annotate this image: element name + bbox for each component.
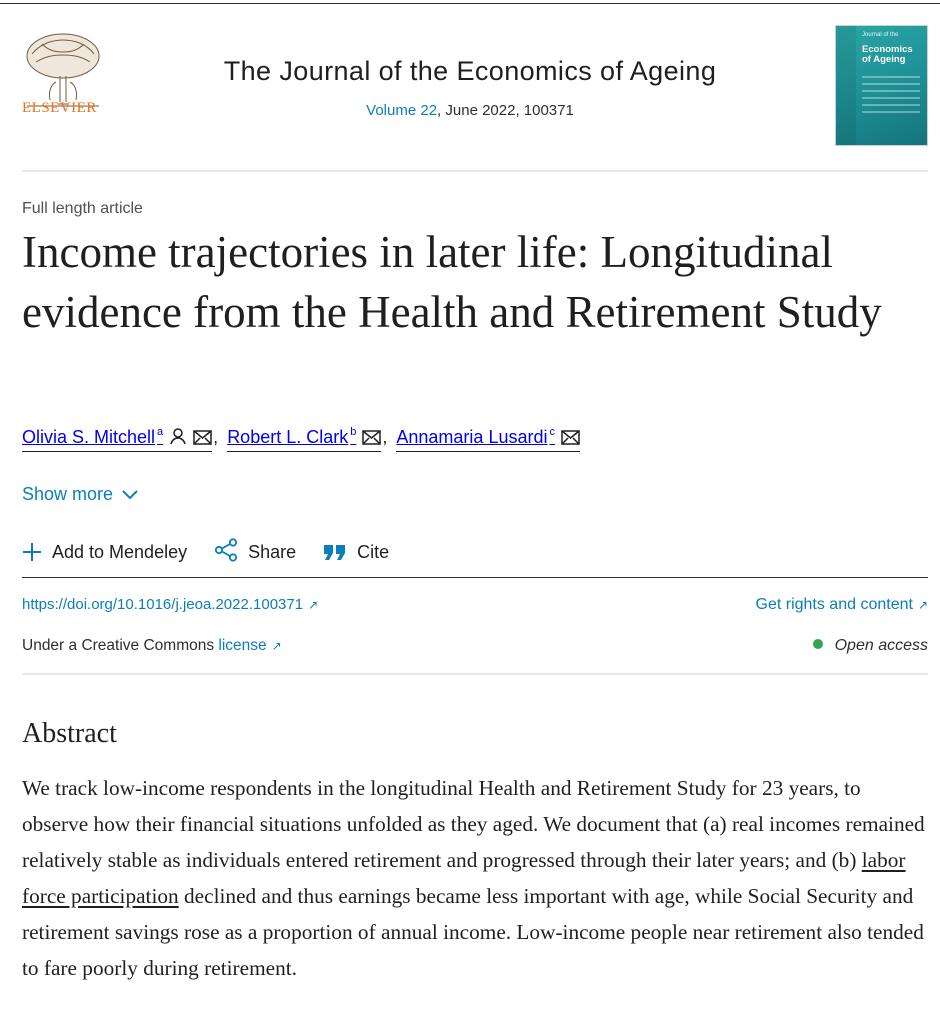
plus-icon [22,542,42,562]
article-title: Income trajectories in later life: Longitudinal evidence from the Health and Retirement Study [22,227,882,337]
show-more-button[interactable] [22,484,139,505]
person-icon [169,427,187,445]
volume-link[interactable]: Volume 22 [366,102,438,119]
topic-link-labor-force-participation[interactable]: labor force participation [22,848,906,908]
journal-cover-image[interactable] [836,26,927,145]
mendeley-label: Add to Mendeley [52,542,188,562]
mail-icon [193,430,212,445]
cover-spine [836,26,856,145]
quote-icon [323,542,347,562]
publisher-wordmark: ELSEVIER [22,100,97,116]
open-access-badge [813,637,928,655]
cover-title: Economics of Ageing [862,44,913,65]
author-link[interactable] [396,426,580,452]
article-actions-bar [22,538,411,563]
rights-text: Get rights and content [755,596,913,613]
get-rights-link[interactable] [756,596,929,613]
chevron-down-icon [121,489,139,501]
license-statement [22,637,282,655]
abstract-heading: Abstract [22,718,117,749]
open-access-dot-icon [813,639,823,649]
author-affiliation-mark: a [157,426,164,438]
top-border [0,3,940,4]
license-link-text: license [218,637,267,654]
author-affiliation-mark: b [350,426,357,438]
author-name: Robert L. Clark [227,427,349,447]
share-icon [214,538,238,562]
abstract-text-start: We track low-income respondents in the longitudinal Health and Retirement Study for 23 years, to observe how their financial situations unfolded as they aged. We document that (a) real incomes remained relatively stable as individuals entered retirement and progressed through their later years; and (b) [22,776,925,872]
journal-issue-info [150,102,790,119]
author-separator: , [382,427,388,447]
author-name: Olivia S. Mitchell [22,427,156,447]
show-more-label: Show more [22,484,114,504]
cite-label: Cite [357,542,390,562]
author-link[interactable] [227,426,381,452]
license-prefix: Under a Creative Commons [22,637,219,654]
actions-divider [22,577,928,578]
journal-title[interactable]: The Journal of the Economics of Ageing [223,56,717,86]
doi-text: https://doi.org/10.1016/j.jeoa.2022.100371 [22,596,304,613]
rights-row [756,596,929,614]
cover-small-text: Journal of the [862,32,899,38]
author-link[interactable] [22,426,212,452]
header-divider [22,170,928,172]
issue-details: , June 2022, 100371 [437,102,574,119]
author-list [22,426,580,452]
share-button[interactable] [214,538,296,563]
article-type: Full length article [22,200,143,217]
external-link-icon: ↗ [271,639,282,653]
share-label: Share [248,542,297,562]
external-link-icon: ↗ [917,598,928,612]
abstract-text-end: declined and thus earnings became less important with age, while Social Security and retirement savings rose as a proportion of annual income. Low-income people near retirement also tended to fare poorly during retirement. [22,884,924,980]
doi-link[interactable] [22,596,318,613]
cite-button[interactable] [323,542,389,563]
mail-icon [362,430,381,445]
doi-row [22,596,318,613]
license-link[interactable] [218,637,281,654]
cover-decoration [862,76,920,118]
abstract-text [22,770,932,986]
mail-icon [561,430,580,445]
author-separator: , [213,427,219,447]
external-link-icon: ↗ [308,598,319,612]
author-affiliation-mark: c [549,426,555,438]
add-to-mendeley-button[interactable] [22,542,187,563]
abstract-divider [22,673,928,675]
open-access-label: Open access [834,637,928,654]
author-name: Annamaria Lusardi [396,427,548,447]
